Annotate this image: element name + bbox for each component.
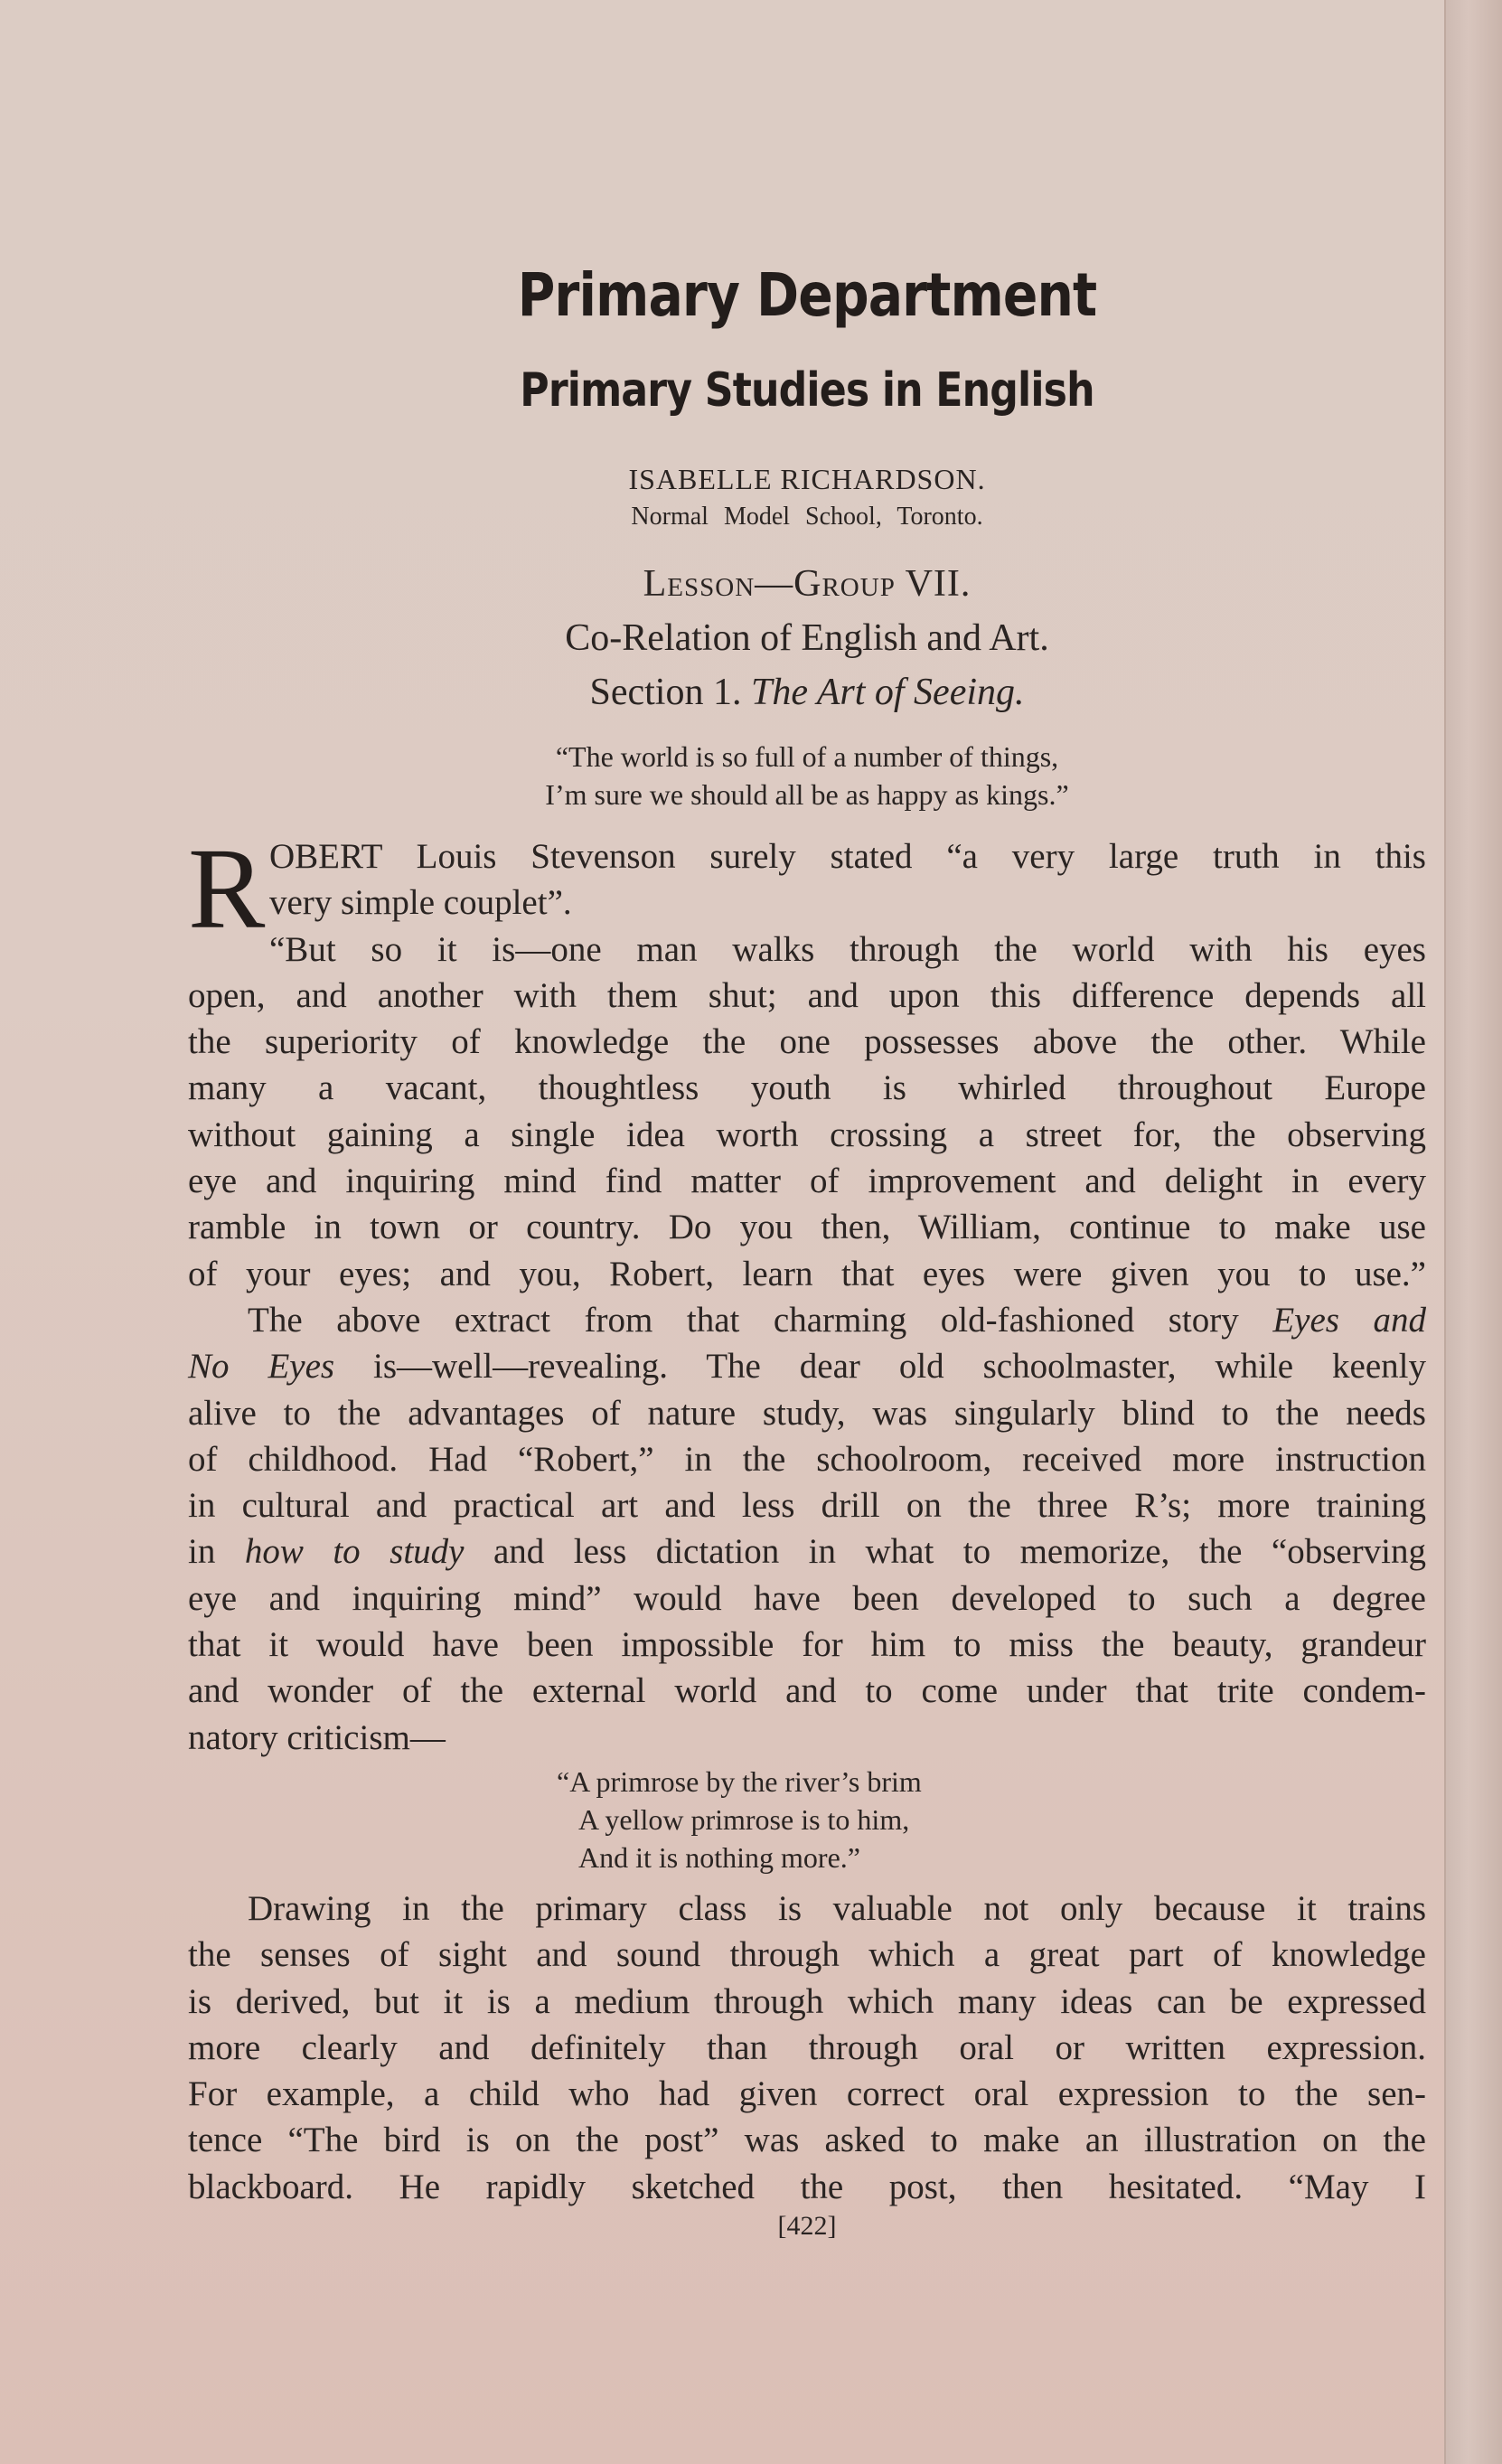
verse-line: And it is nothing more.” [578,1841,860,1874]
text-run: The above extract from that charming old-fashioned story [248,1300,1239,1340]
text-line: and wonder of the external world and to come under that trite condem- [188,1671,1426,1711]
text-line: in cultural and practical art and less drill on the three R’s; more training [188,1486,1426,1526]
text-line [188,1343,1426,1389]
text-line: of childhood. Had “Robert,” in the schoolroom, received more instruction [188,1439,1426,1479]
epigraph-line: “The world is so full of a number of things, [555,740,1059,773]
page-number: [422] [777,2211,837,2241]
text-line: blackboard. He rapidly sketched the post, then hesitated. “May I [188,2167,1426,2206]
text-run: in [188,1532,216,1572]
text-line: alive to the advantages of nature study, was singularly blind to the needs [188,1393,1426,1433]
text-line: eye and inquiring mind find matter of improvement and delight in every [188,1161,1426,1201]
text-line: OBERT Louis Stevenson surely stated “a very large truth in this [269,837,1426,876]
text-line: tence “The bird is on the post” was asked to make an illustration on the [188,2121,1426,2160]
verse-line: A yellow primrose is to him, [578,1803,910,1836]
section-prefix: Section 1. [589,672,742,713]
section-heading [188,671,1426,714]
book-title: No Eyes [188,1347,335,1387]
drop-cap: R [188,824,266,953]
text-line [188,1297,1426,1343]
text-line: without gaining a single idea worth crossing a street for, the observing [188,1114,1426,1154]
text-line: eye and inquiring mind” would have been developed to such a degree [188,1578,1426,1618]
text-line: of your eyes; and you, Robert, learn that eyes were given you to use.” [188,1254,1426,1293]
text-line: that it would have been impossible for him to miss the beauty, grandeur [188,1625,1426,1665]
epigraph [188,738,1426,813]
text-line: ramble in town or country. Do you then, William, continue to make use [188,1208,1426,1247]
author-name: ISABELLE RICHARDSON. [628,463,986,495]
text-line: many a vacant, thoughtless youth is whirled throughout Europe [188,1068,1426,1108]
text-line [188,1528,1426,1575]
epigraph-line: I’m sure we should all be as happy as kings.” [545,778,1069,811]
text-line: For example, a child who had given correct oral expression to the sen- [188,2074,1426,2114]
emphasis: how to study [244,1532,465,1572]
article-title: Primary Studies in English [520,363,1094,418]
corelation-heading: Co-Relation of English and Art. [565,617,1049,659]
text-line: is derived, but it is a medium through which many ideas can be expressed [188,1981,1426,2021]
text-line: Drawing in the primary class is valuable not only because it trains [248,1889,1426,1928]
text-line: “But so it is—one man walks through the world with his eyes [269,929,1426,969]
page-gutter [1444,0,1502,2464]
author-affiliation: Normal Model School, Toronto. [631,503,983,531]
verse-line: “A primrose by the river’s brim [557,1765,922,1798]
text-line: open, and another with them shut; and upon this difference depends all [188,975,1426,1015]
quoted-verse [188,1763,1426,1876]
body-text-continued [188,1886,1426,2210]
book-title: Eyes and [1272,1300,1427,1340]
text-line: natory criticism— [188,1717,446,1757]
department-heading: Primary Department [517,260,1097,330]
text-line: very simple couplet”. [269,883,572,923]
text-run: is—well—revealing. The dear old schoolmaster, while keenly [373,1347,1427,1387]
section-title: The Art of Seeing. [750,672,1025,713]
body-text [188,824,1427,1761]
lesson-heading: Lesson—Group VII. [643,563,972,605]
text-line: the senses of sight and sound through which a great part of knowledge [188,1935,1426,1975]
text-line: the superiority of knowledge the one possesses above the other. While [188,1022,1426,1062]
text-run: and less dictation in what to memorize, the “observing [493,1532,1426,1572]
text-line: more clearly and definitely than through oral or written expression. [188,2027,1426,2067]
